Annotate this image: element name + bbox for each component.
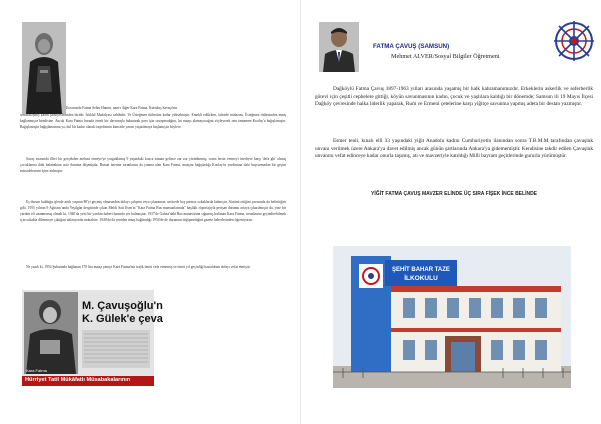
left-paragraph-2: Savaş sırasında illeri bir gerçekden mebusi etmeye'ye yurguklamış 9 yaşındaki kozca zaman gelince zar zor yürüdürmüş, sonra besin vermeyi istediyse karşı 'defa ghi' olmuş çocuklarına dahi bakmaktan aciz duruma düşmüştür. Bunun üzerine torunlarını da yanına alan Kara Fatma, maaşını bağışladığı Kızılay'ın yardımına dahi başvurmadan bir geçim mücadelesinin içine atılmıştır. bbox=[20, 157, 286, 173]
document-title: FATMA ÇAVUŞ (SAMSUN) bbox=[373, 43, 450, 50]
author-line: Mehmet ALVER/Sosyal Bilgiler Öğretmeni bbox=[391, 53, 500, 60]
clipping-caption: Kara Fatma bbox=[26, 368, 47, 373]
ship-wheel-icon bbox=[553, 20, 595, 62]
school-building-photo bbox=[333, 246, 571, 388]
school-sign-line-1: ŞEHİT BAHAR TAZE bbox=[392, 267, 450, 273]
photo-caption: YİĞİT FATMA ÇAVUŞ MAVZER ELİNDE ÜÇ SIRA FİŞEK İNCE BELİNDE bbox=[370, 191, 538, 197]
newspaper-clipping bbox=[22, 290, 163, 386]
author-photo-image bbox=[319, 22, 359, 72]
clipping-headline-1: M. Çavuşoğlu'n bbox=[82, 300, 163, 312]
left-paragraph-1-start: Erzurumlu Fatma Seher Hanım, nam-ı diğer Kara Fatma, Kurtuluş Savaşı'nın bbox=[66, 106, 178, 110]
clipping-banner-text: Hürriyet Tatil Mükâfatlı Müsabakalarının bbox=[25, 377, 131, 383]
left-paragraph-1: sembolleşmiş kadın şahsiyetlerinden biridir. İstiklal Madalyası sahibidir. Ve Üsteğmen rütbesine kadar yükselmiştir. Emekli edilirken, fahrede mülazım, Üsteğmen rütbesinden maaş bağlanmıştır kendisine. Ancak Kara Fatma burada örnek bir davranışla bulunarak para için savaşmadığını, bu maaşı alamayacağını söyleyerek onu tamamen Kızılay'a bağışlamıştır. Bağışlamıştır bağışlamasına ya, dul bir kadın olarak trajedisinin kimsede yarası yaşatılmaya başlamıştır böylece. bbox=[20, 113, 286, 129]
school-logo bbox=[553, 20, 595, 62]
left-paragraph-3: Eş durum bulduğu işlerde artık yaşının 80'yi geçmiş olmasından dolayı çalışma veya çıkaramaz, neticede boş parasız sokaklarda kalmıştır. Sözünü ettiğim yazısında da belirttiğim gibi, 1955 yılının 9 Ağustos'unda Yeşilgün dergisinde çıkan Meldi Sait Esen'in "Kara Fatma Bus mansunlarında" başlıklı röportajıyla perişan durumu ortaya çıkarılmıştır da, yine bir yardım eli uzanmamış olmalı ki, 1940'da yeni bir yardım haberi basında yer bulmuştur. 1937'de Galata'daki Bus manastırına sığınmış bulunan Kara Fatma, torunlarına geçindirebilmek için sokakta dilenmeye çıktığını anlatıyordu mahabire. 1940'da da yeniden maaş bağlandığı 1954'de de durumun değişmediğini gazete haberlerinden öğreniyoruz. bbox=[20, 200, 286, 222]
right-paragraph-2: Esmer tenli, kınalı elli 33 yaşındaki yiğit Anadolu kadını Cumhuriyetin ilanından sonra T.B.M.M tarafından çavuşluk unvanı verilmek üzere Ankara'ya davet edilmiş ancak günün şartlarında Ankara'ya gidememiştir. Kendisine takdir edilen Çavuşluk unvanını vefat edinceye kadar onurla taşımış, atı ve mavzeriyle katıldığı Milli bayram geçitlerinde gururla yürümüştür. bbox=[315, 138, 593, 160]
right-page bbox=[300, 0, 601, 424]
right-paragraph-1: Dağköylü Fatma Çavuş 1897-1963 yılları arasında yaşamış bir halk kahramanımızdır. Erkeklerin askerlik ve seferberlik görevi için çeşitli cephelere gittiği, köyün savunmasının kadın, çocuk ve yaşlılara kaldığı bir dönemde; Samsun ili 19 Mayıs İlçesi Dağköy çevresinde halka liderlik yaparak, Rum ve Ermeni çetelerine karşı yiğitçe savunma yapmış adeta bir destan yazmıştır. bbox=[315, 86, 593, 108]
clipping-banner bbox=[22, 376, 154, 386]
clipping-headline-2: K. Gülek'e çeva bbox=[82, 313, 163, 325]
author-photo bbox=[319, 22, 359, 72]
left-page bbox=[0, 0, 300, 424]
left-paragraph-4: Ne yazık ki, 1954 Şubatında bağlanan 170 lira maaşı yamçe Kara Fatma'nın trajik ömrü vefa etmemiş ve ömrü yıl geçirdiği hastalıktan dolayı vefat etmiştir. bbox=[26, 265, 251, 269]
kara-fatma-portrait bbox=[22, 22, 66, 114]
portrait-image bbox=[22, 22, 66, 114]
school-sign-line-2: İLKOKULU bbox=[404, 275, 438, 282]
school-building-image bbox=[333, 246, 571, 388]
